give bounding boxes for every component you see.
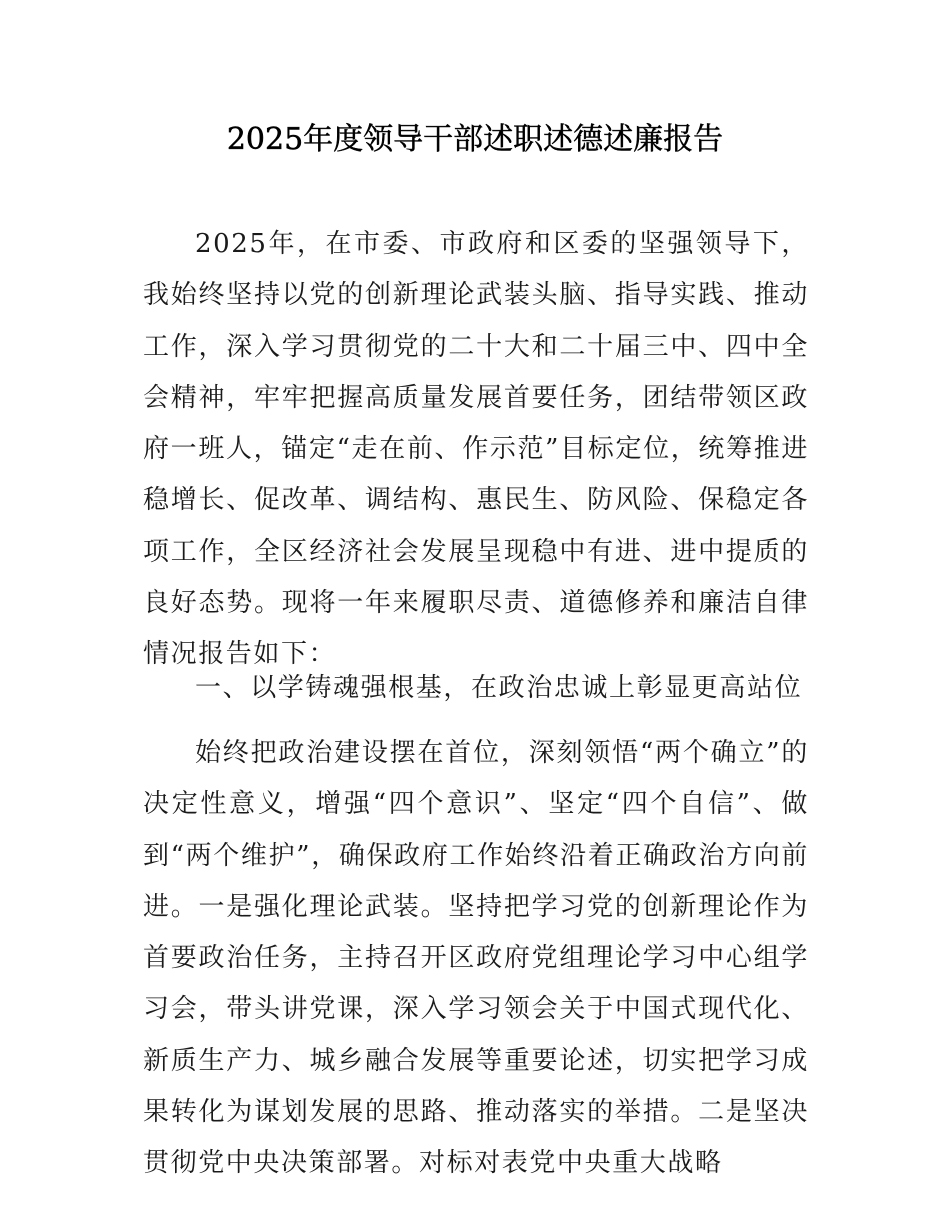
paragraph-section-1-block <box>143 728 809 1190</box>
section-heading-1: 一、以学铸魂强根基，在政治忠诚上彰显更高站位 <box>195 673 803 703</box>
paragraph-section-1: 始终把政治建设摆在首位，深刻领悟“两个确立”的决定性意义，增强“四个意识”、坚定“四个自信”、做到“两个维护”，确保政府工作始终沿着正确政治方向前进。一是强化理论武装。坚持把学习党的创新理论作为首要政治任务，主持召开区政府党组理论学习中心组学习会，带头讲党课，深入学习领会关于中国式现代化、新质生产力、城乡融合发展等重要论述，切实把学习成果转化为谋划发展的思路、推动落实的举措。二是坚决贯彻党中央决策部署。对标对表党中央重大战略 <box>143 738 809 1179</box>
paragraph-intro-block <box>143 219 809 681</box>
document-title: 2025年度领导干部述职述德述廉报告 <box>226 122 724 157</box>
section-heading-block <box>143 663 809 714</box>
paragraph-intro: 2025年，在市委、市政府和区委的坚强领导下，我始终坚持以党的创新理论武装头脑、指导实践、推动工作，深入学习贯彻党的二十大和二十届三中、四中全会精神，牢牢把握高质量发展首要任务，团结带领区政府一班人，锚定“走在前、作示范”目标定位，统筹推进稳增长、促改革、调结构、惠民生、防风险、保稳定各项工作，全区经济社会发展呈现稳中有进、进中提质的良好态势。现将一年来履职尽责、道德修养和廉洁自律情况报告如下： <box>143 229 809 670</box>
